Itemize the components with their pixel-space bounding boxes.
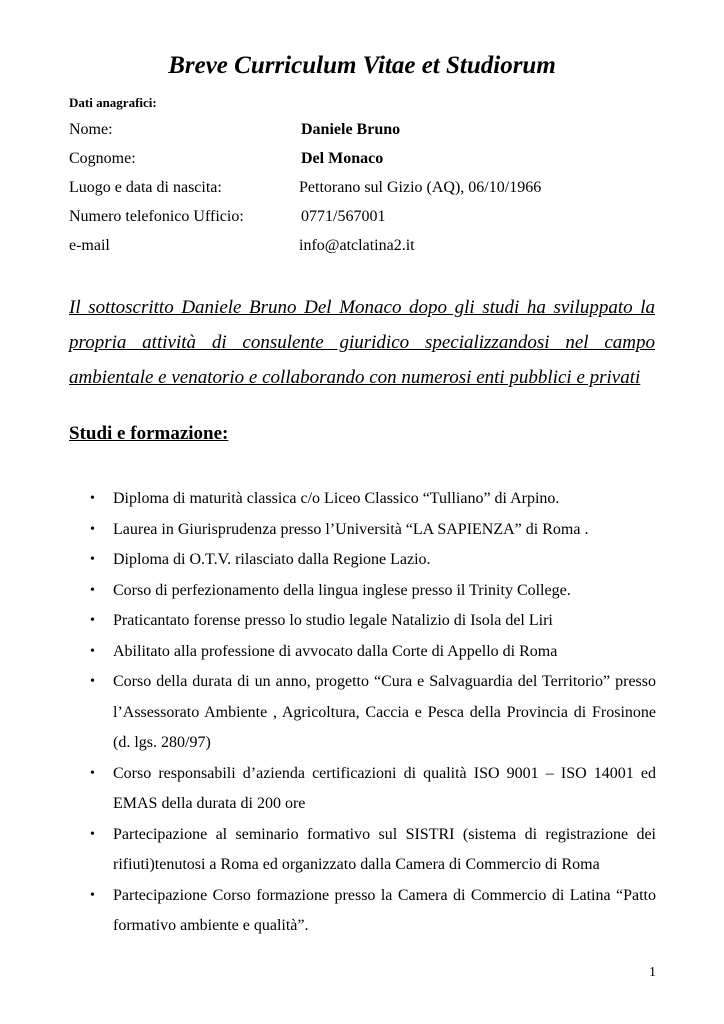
info-value: 0771/567001 [301,208,386,225]
bullet-icon: • [90,613,95,628]
personal-data-label: Dati anagrafici: [69,95,157,110]
info-value: Pettorano sul Gizio (AQ), 06/10/1966 [299,179,542,196]
list-item [90,545,656,576]
list-item [90,576,656,607]
bullet-icon: • [90,826,95,842]
info-label: e-mail [69,237,110,254]
info-value: Daniele Bruno [301,121,401,138]
bullet-icon: • [90,582,95,598]
info-label: Nome: [69,121,113,138]
list-item [90,820,656,881]
info-value: Del Monaco [301,150,384,167]
list-item [90,881,656,942]
bullet-icon: • [90,643,95,659]
bullet-icon: • [90,674,95,689]
list-item [90,606,656,637]
list-item-text: Corso di perfezionamento della lingua inglese presso il Trinity College. [113,581,571,599]
bullet-icon: • [90,765,95,781]
profile-statement: Il sottoscritto Daniele Bruno Del Monaco dopo gli studi ha sviluppato la propria attività di consulente giuridico specializzandosi nel campo ambientale e venatorio e collaborando con numerosi enti pubblici e privati [69,297,655,388]
education-heading: Studi e formazione: [69,423,229,444]
page-number: 1 [649,965,656,980]
list-item-text: Partecipazione Corso formazione presso la Camera di Commercio di Latina “Patto formativo ambiente e qualità”. [113,886,656,934]
education-list [90,484,656,942]
list-item [90,667,656,759]
list-item [90,637,656,668]
bullet-icon: • [90,552,95,567]
bullet-icon: • [90,491,95,506]
info-label: Numero telefonico Ufficio: [69,208,244,225]
list-item [90,759,656,820]
list-item-text: Diploma di maturità classica c/o Liceo Classico “Tulliano” di Arpino. [113,490,560,507]
list-item-text: Praticantato forense presso lo studio legale Natalizio di Isola del Liri [113,612,553,629]
info-label: Cognome: [69,150,136,167]
list-item-text: Corso responsabili d’azienda certificazioni di qualità ISO 9001 – ISO 14001 ed EMAS della durata di 200 ore [113,764,656,812]
info-label: Luogo e data di nascita: [69,179,222,196]
list-item [90,484,656,515]
list-item-text: Partecipazione al seminario formativo sul SISTRI (sistema di registrazione dei rifiuti)tenutosi a Roma ed organizzato dalla Camera di Commercio di Roma [113,825,656,873]
list-item-text: Corso della durata di un anno, progetto “Cura e Salvaguardia del Territorio” presso l’Assessorato Ambiente , Agricoltura, Caccia e Pesca della Provincia di Frosinone (d. lgs. 280/97) [113,673,656,751]
bullet-icon: • [90,521,95,537]
list-item-text: Laurea in Giurisprudenza presso l’Università “LA SAPIENZA” di Roma . [113,520,589,538]
info-value: info@atclatina2.it [299,237,415,254]
document-title: Breve Curriculum Vitae et Studiorum [168,52,556,79]
list-item-text: Diploma di O.T.V. rilasciato dalla Regione Lazio. [113,551,431,568]
list-item [90,515,656,546]
bullet-icon: • [90,887,95,903]
list-item-text: Abilitato alla professione di avvocato dalla Corte di Appello di Roma [113,642,558,660]
